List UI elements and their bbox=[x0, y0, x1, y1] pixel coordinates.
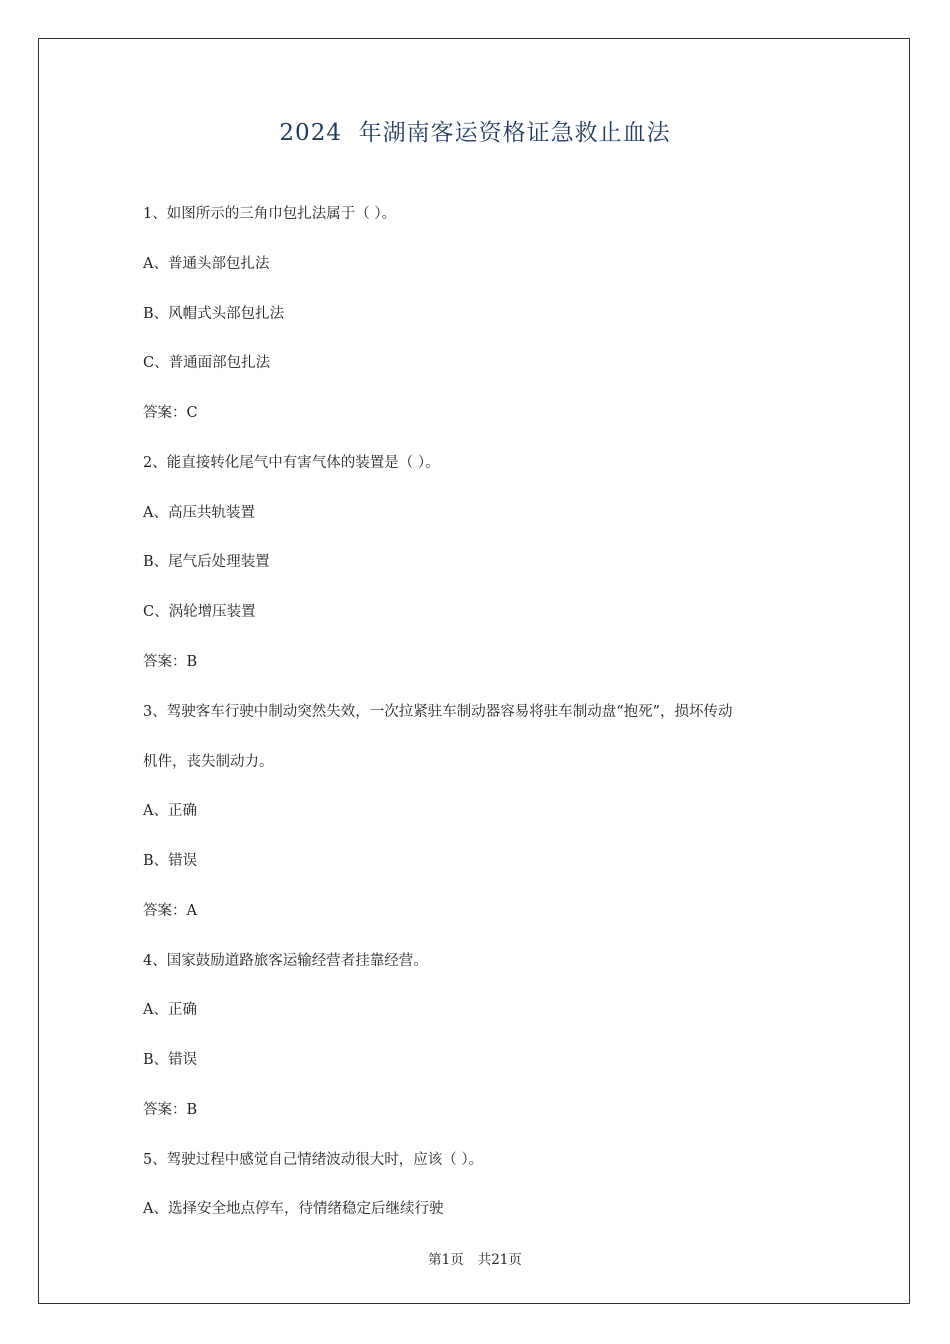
question-5-option-a: A、选择安全地点停车，待情绪稳定后继续行驶 bbox=[143, 1201, 444, 1217]
document-title: 2024 年湖南客运资格证急救止血法 bbox=[279, 120, 671, 146]
question-1-option-a: A、普通头部包扎法 bbox=[143, 256, 270, 272]
page-footer bbox=[0, 1248, 950, 1268]
question-2-option-a: A、高压共轨装置 bbox=[143, 505, 255, 521]
question-2-answer: 答案：B bbox=[143, 654, 198, 670]
question-2-option-c: C、涡轮增压装置 bbox=[143, 604, 256, 620]
question-3-option-a: A、正确 bbox=[143, 803, 197, 819]
question-4-option-a: A、正确 bbox=[143, 1002, 197, 1018]
page-total: 共21页 bbox=[477, 1252, 522, 1268]
question-2-option-b: B、尾气后处理装置 bbox=[143, 554, 270, 570]
question-1-stem: 1、如图所示的三角巾包扎法属于（ ）。 bbox=[143, 206, 397, 222]
question-4-stem: 4、国家鼓励道路旅客运输经营者挂靠经营。 bbox=[143, 953, 428, 969]
page-number: 第1页 bbox=[428, 1252, 464, 1268]
question-1-option-c: C、普通面部包扎法 bbox=[143, 355, 271, 371]
question-3-stem-line-1: 3、驾驶客车行驶中制动突然失效，一次拉紧驻车制动器容易将驻车制动盘“抱死”，损坏传动 bbox=[143, 704, 733, 720]
question-4-answer: 答案：B bbox=[143, 1102, 198, 1118]
question-4-option-b: B、错误 bbox=[143, 1052, 198, 1068]
question-1-answer: 答案：C bbox=[143, 405, 198, 421]
question-3-answer: 答案：A bbox=[143, 903, 197, 919]
question-1-option-b: B、风帽式头部包扎法 bbox=[143, 306, 285, 322]
question-2-stem: 2、能直接转化尾气中有害气体的装置是（ ）。 bbox=[143, 455, 440, 471]
question-5-stem: 5、驾驶过程中感觉自己情绪波动很大时，应该（ ）。 bbox=[143, 1152, 484, 1168]
question-3-stem-line-2: 机件，丧失制动力。 bbox=[143, 754, 274, 770]
question-3-option-b: B、错误 bbox=[143, 853, 198, 869]
